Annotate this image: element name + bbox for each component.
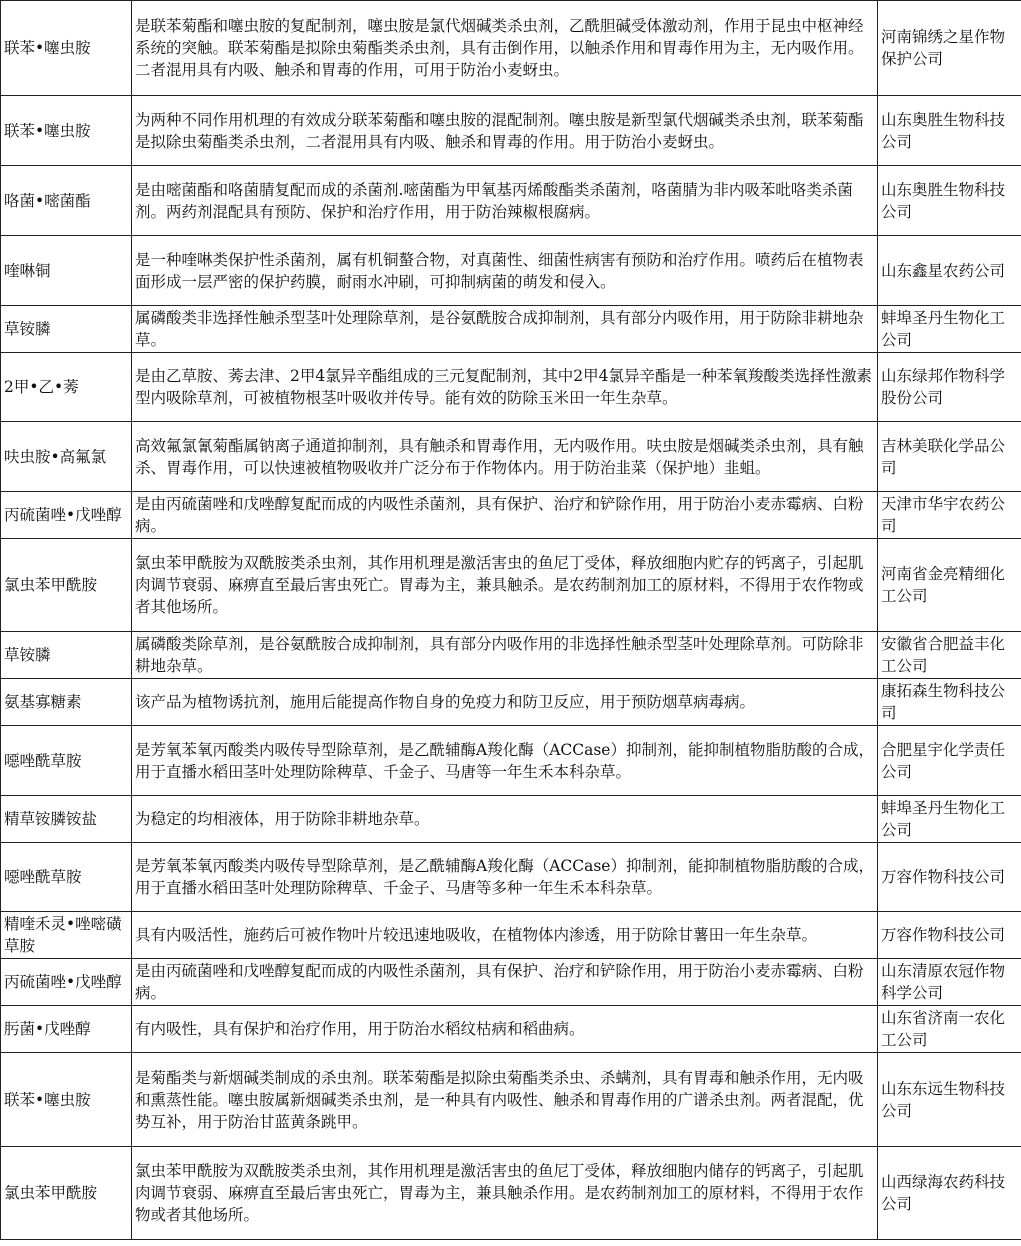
product-name-cell: 草铵膦 (1, 306, 132, 353)
company-cell: 万容作物科技公司 (878, 843, 1021, 912)
table-row (1, 796, 1021, 843)
product-name-cell: 氨基寡糖素 (1, 679, 132, 726)
company-cell: 山东鑫星农药公司 (878, 236, 1021, 306)
table-row (1, 422, 1021, 492)
company-cell: 山东奥胜生物科技公司 (878, 166, 1021, 236)
company-cell: 合肥星宇化学责任公司 (878, 726, 1021, 796)
company-cell: 山东省济南一农化工公司 (878, 1006, 1021, 1053)
description-cell: 具有内吸活性，施药后可被作物叶片较迅速地吸收，在植物体内渗透，用于防除甘薯田一年生杂草。 (132, 912, 878, 959)
product-name-cell: 肟菌•戊唑醇 (1, 1006, 132, 1053)
table-row (1, 726, 1021, 796)
company-cell: 山东清原农冠作物科学公司 (878, 959, 1021, 1006)
company-cell: 蚌埠圣丹生物化工公司 (878, 796, 1021, 843)
product-name-cell: 咯菌•嘧菌酯 (1, 166, 132, 236)
product-name-cell: 精草铵膦铵盐 (1, 796, 132, 843)
company-cell: 安徽省合肥益丰化工公司 (878, 632, 1021, 679)
company-cell: 山西绿海农药科技公司 (878, 1147, 1021, 1240)
product-name-cell: 氯虫苯甲酰胺 (1, 1147, 132, 1240)
description-cell: 该产品为植物诱抗剂，施用后能提高作物自身的免疫力和防卫反应，用于预防烟草病毒病。 (132, 679, 878, 726)
description-cell: 是芳氧苯氧丙酸类内吸传导型除草剂，是乙酰辅酶A羧化酶（ACCase）抑制剂，能抑制植物脂肪酸的合成，用于直播水稻田茎叶处理防除稗草、千金子、马唐等多种一年生禾本科杂草。 (132, 843, 878, 912)
company-cell: 山东奥胜生物科技公司 (878, 96, 1021, 166)
table-row (1, 1006, 1021, 1053)
company-cell: 山东绿邦作物科学股份公司 (878, 353, 1021, 422)
description-cell: 是由丙硫菌唑和戊唑醇复配而成的内吸性杀菌剂，具有保护、治疗和铲除作用，用于防治小麦赤霉病、白粉病。 (132, 492, 878, 539)
table-row (1, 1053, 1021, 1147)
company-cell: 河南省金亮精细化工公司 (878, 539, 1021, 632)
company-cell: 天津市华宇农药公司 (878, 492, 1021, 539)
description-cell: 有内吸性，具有保护和治疗作用，用于防治水稻纹枯病和稻曲病。 (132, 1006, 878, 1053)
description-cell: 是由丙硫菌唑和戊唑醇复配而成的内吸性杀菌剂，具有保护、治疗和铲除作用，用于防治小麦赤霉病、白粉病。 (132, 959, 878, 1006)
description-cell: 是由乙草胺、莠去津、2甲4氯异辛酯组成的三元复配制剂，其中2甲4氯异辛酯是一种苯氧羧酸类选择性激素型内吸除草剂，可被植物根茎叶吸收并传导。能有效的防除玉米田一年生杂草。 (132, 353, 878, 422)
description-cell: 是联苯菊酯和噻虫胺的复配制剂，噻虫胺是氯代烟碱类杀虫剂，乙酰胆碱受体激动剂，作用于昆虫中枢神经系统的突触。联苯菊酯是拟除虫菊酯类杀虫剂，具有击倒作用，以触杀作用和胃毒作用为主，无内吸作用。二者混用具有内吸、触杀和胃毒的作用，可用于防治小麦蚜虫。 (132, 1, 878, 96)
product-name-cell: 噁唑酰草胺 (1, 843, 132, 912)
description-cell: 属磷酸类除草剂，是谷氨酰胺合成抑制剂，具有部分内吸作用的非选择性触杀型茎叶处理除草剂。可防除非耕地杂草。 (132, 632, 878, 679)
table-row (1, 679, 1021, 726)
product-name-cell: 丙硫菌唑•戊唑醇 (1, 492, 132, 539)
table-row (1, 539, 1021, 632)
product-name-cell: 草铵膦 (1, 632, 132, 679)
company-cell: 蚌埠圣丹生物化工公司 (878, 306, 1021, 353)
company-cell: 吉林美联化学品公司 (878, 422, 1021, 492)
description-cell: 是由嘧菌酯和咯菌腈复配而成的杀菌剂.嘧菌酯为甲氧基丙烯酸酯类杀菌剂，咯菌腈为非内吸苯吡咯类杀菌剂。两药剂混配具有预防、保护和治疗作用，用于防治辣椒根腐病。 (132, 166, 878, 236)
description-cell: 是芳氧苯氧丙酸类内吸传导型除草剂，是乙酰辅酶A羧化酶（ACCase）抑制剂，能抑制植物脂肪酸的合成，用于直播水稻田茎叶处理防除稗草、千金子、马唐等一年生禾本科杂草。 (132, 726, 878, 796)
table-row (1, 166, 1021, 236)
description-cell: 高效氟氯氰菊酯属钠离子通道抑制剂，具有触杀和胃毒作用，无内吸作用。呋虫胺是烟碱类杀虫剂，具有触杀、胃毒作用，可以快速被植物吸收并广泛分布于作物体内。用于防治韭菜（保护地）韭蛆。 (132, 422, 878, 492)
product-name-cell: 噁唑酰草胺 (1, 726, 132, 796)
table-row (1, 632, 1021, 679)
table-row (1, 236, 1021, 306)
product-name-cell: 2甲•乙•莠 (1, 353, 132, 422)
company-cell: 康拓森生物科技公司 (878, 679, 1021, 726)
product-name-cell: 联苯•噻虫胺 (1, 96, 132, 166)
description-cell: 属磷酸类非选择性触杀型茎叶处理除草剂，是谷氨酰胺合成抑制剂，具有部分内吸作用，用于防除非耕地杂草。 (132, 306, 878, 353)
table-row (1, 96, 1021, 166)
description-cell: 为两种不同作用机理的有效成分联苯菊酯和噻虫胺的混配制剂。噻虫胺是新型氯代烟碱类杀虫剂，联苯菊酯是拟除虫菊酯类杀虫剂，二者混用具有内吸、触杀和胃毒的作用。用于防治小麦蚜虫。 (132, 96, 878, 166)
product-name-cell: 丙硫菌唑•戊唑醇 (1, 959, 132, 1006)
product-name-cell: 呋虫胺•高氟氯 (1, 422, 132, 492)
table-row (1, 1, 1021, 96)
table-row (1, 1147, 1021, 1240)
product-name-cell: 联苯•噻虫胺 (1, 1, 132, 96)
description-cell: 氯虫苯甲酰胺为双酰胺类杀虫剂，其作用机理是激活害虫的鱼尼丁受体，释放细胞内贮存的钙离子，引起肌肉调节衰弱、麻痹直至最后害虫死亡。胃毒为主，兼具触杀。是农药制剂加工的原材料，不得用于农作物或者其他场所。 (132, 539, 878, 632)
product-name-cell: 喹啉铜 (1, 236, 132, 306)
company-cell: 河南锦绣之星作物保护公司 (878, 1, 1021, 96)
table-row (1, 843, 1021, 912)
table-row (1, 959, 1021, 1006)
product-name-cell: 联苯•噻虫胺 (1, 1053, 132, 1147)
table-row (1, 353, 1021, 422)
table-row (1, 306, 1021, 353)
product-name-cell: 精喹禾灵•唑嘧磺草胺 (1, 912, 132, 959)
description-cell: 为稳定的均相液体，用于防除非耕地杂草。 (132, 796, 878, 843)
table-row (1, 492, 1021, 539)
description-cell: 氯虫苯甲酰胺为双酰胺类杀虫剂，其作用机理是激活害虫的鱼尼丁受体，释放细胞内储存的钙离子，引起肌肉调节衰弱、麻痹直至最后害虫死亡，胃毒为主，兼具触杀作用。是农药制剂加工的原材料，不得用于农作物或者其他场所。 (132, 1147, 878, 1240)
product-name-cell: 氯虫苯甲酰胺 (1, 539, 132, 632)
description-cell: 是菊酯类与新烟碱类制成的杀虫剂。联苯菊酯是拟除虫菊酯类杀虫、杀螨剂，具有胃毒和触杀作用，无内吸和熏蒸性能。噻虫胺属新烟碱类杀虫剂，是一种具有内吸性、触杀和胃毒作用的广谱杀虫剂。两者混配，优势互补，用于防治甘蓝黄条跳甲。 (132, 1053, 878, 1147)
company-cell: 万容作物科技公司 (878, 912, 1021, 959)
table-row (1, 912, 1021, 959)
description-cell: 是一种喹啉类保护性杀菌剂，属有机铜螯合物，对真菌性、细菌性病害有预防和治疗作用。喷药后在植物表面形成一层严密的保护药膜，耐雨水冲刷，可抑制病菌的萌发和侵入。 (132, 236, 878, 306)
company-cell: 山东东远生物科技公司 (878, 1053, 1021, 1147)
